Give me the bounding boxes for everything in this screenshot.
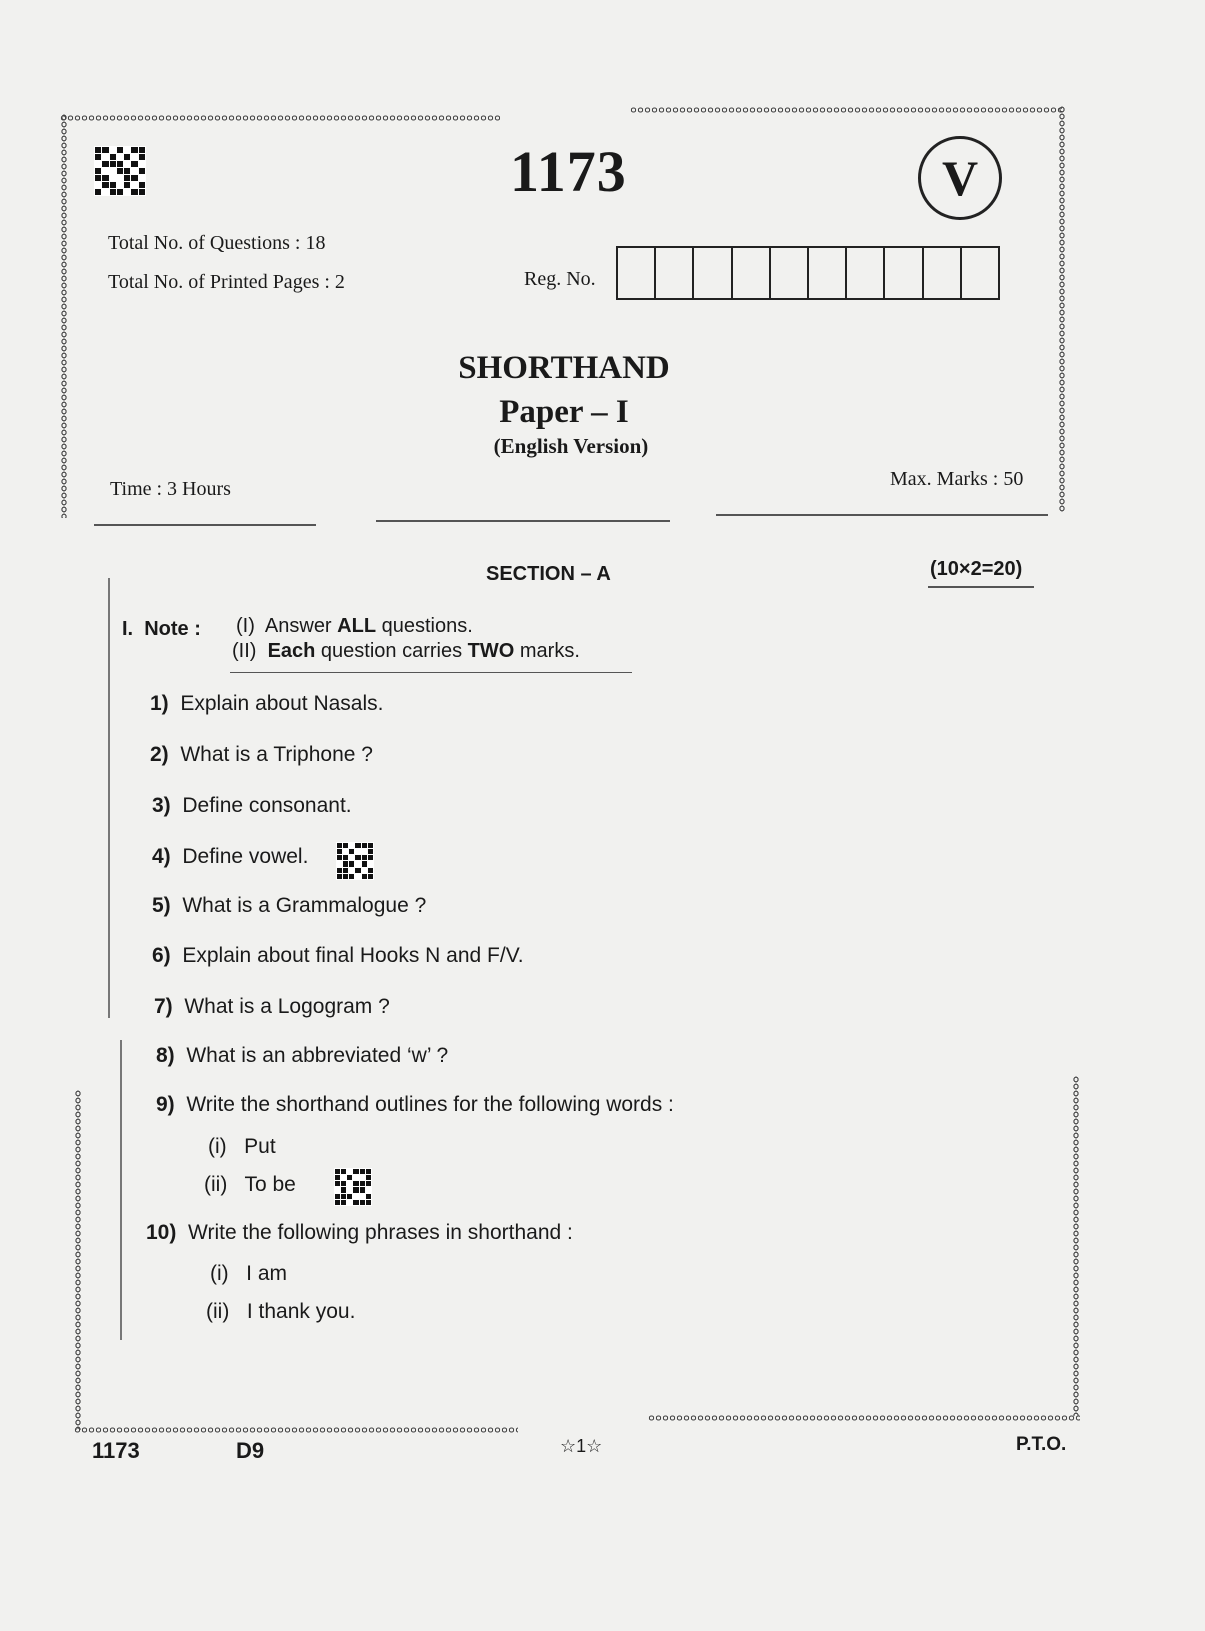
- header-rule-left: [94, 524, 316, 526]
- footer-pto: P.T.O.: [1016, 1434, 1067, 1455]
- q10-sub-1: [210, 1262, 287, 1286]
- border-left-top: [60, 114, 68, 518]
- question-6: [152, 944, 524, 968]
- paper-title: Paper – I: [499, 394, 629, 430]
- question-text: Explain about Nasals.: [180, 692, 384, 715]
- note-1: [236, 615, 473, 638]
- barcode-icon: [94, 146, 146, 196]
- question-text: What is an abbreviated ‘w’ ?: [186, 1044, 449, 1067]
- section-heading: SECTION – A: [486, 563, 611, 585]
- question-5: [152, 894, 426, 918]
- q10-sub-2: [206, 1300, 355, 1324]
- note-1-num: (I): [236, 615, 255, 637]
- total-pages: Total No. of Printed Pages : 2: [108, 271, 345, 293]
- question-text: Define vowel.: [182, 845, 309, 868]
- border-bottom-right: [648, 1414, 1080, 1422]
- question-9: [156, 1093, 674, 1117]
- footer-set: D9: [236, 1438, 265, 1463]
- note-1-text: Answer: [264, 615, 338, 637]
- note-2-text: question carries: [315, 640, 468, 662]
- question-number: 5): [152, 894, 171, 917]
- border-bottom-left: [74, 1426, 518, 1434]
- section-marks-underline: [928, 586, 1034, 588]
- footer-code: 1173: [92, 1438, 140, 1463]
- reg-box[interactable]: [618, 248, 656, 298]
- sub-text: To be: [244, 1173, 296, 1196]
- qr-code-icon: [334, 1168, 372, 1206]
- question-text: Write the shorthand outlines for the following words :: [186, 1093, 674, 1116]
- paper-code: 1173: [510, 139, 627, 204]
- question-8: [156, 1044, 448, 1068]
- question-text: Explain about final Hooks N and F/V.: [182, 944, 524, 967]
- reg-box[interactable]: [809, 248, 847, 298]
- question-7: [154, 995, 390, 1019]
- sub-text: Put: [244, 1135, 276, 1158]
- question-number: 10): [146, 1221, 177, 1244]
- sub-number: (ii): [206, 1300, 230, 1323]
- question-number: 4): [152, 845, 171, 868]
- note-2-num: (II): [232, 640, 257, 662]
- sub-number: (ii): [204, 1173, 228, 1196]
- question-number: 2): [150, 743, 169, 766]
- total-questions: Total No. of Questions : 18: [108, 232, 326, 254]
- border-top-right: [630, 106, 1062, 114]
- note-1-bold: ALL: [337, 615, 377, 637]
- question-number: 3): [152, 794, 171, 817]
- version-mark-circle: [918, 136, 1002, 220]
- sub-text: I am: [246, 1262, 288, 1285]
- border-left-bottom: [74, 1090, 82, 1430]
- note-1-text-end: questions.: [376, 615, 473, 637]
- version-title: (English Version): [493, 434, 649, 458]
- question-number: 8): [156, 1044, 175, 1067]
- reg-box[interactable]: [962, 248, 998, 298]
- reg-label: Reg. No.: [524, 268, 596, 290]
- border-right-bottom: [1072, 1076, 1080, 1416]
- question-text: What is a Grammalogue ?: [182, 894, 427, 917]
- reg-box[interactable]: [771, 248, 809, 298]
- sub-text: I thank you.: [246, 1300, 356, 1323]
- note-2-bold-a: Each: [267, 640, 316, 662]
- q9-sub-1: [208, 1135, 276, 1159]
- border-right-top: [1058, 106, 1066, 512]
- note-label: I. Note :: [122, 618, 201, 640]
- footer-page-number: ☆1☆: [560, 1436, 603, 1456]
- question-text: What is a Triphone ?: [180, 743, 373, 766]
- question-number: 6): [152, 944, 171, 967]
- margin-line-upper: [108, 578, 110, 1018]
- question-10: [146, 1221, 573, 1245]
- reg-box[interactable]: [656, 248, 694, 298]
- question-number: 1): [150, 692, 169, 715]
- reg-number-boxes[interactable]: [616, 246, 1000, 300]
- sub-number: (i): [210, 1262, 229, 1285]
- reg-box[interactable]: [885, 248, 923, 298]
- question-text: What is a Logogram ?: [184, 995, 390, 1018]
- reg-box[interactable]: [733, 248, 771, 298]
- time-label: Time : 3 Hours: [110, 478, 231, 500]
- section-marks: (10×2=20): [930, 558, 1023, 580]
- sub-number: (i): [208, 1135, 227, 1158]
- reg-box[interactable]: [694, 248, 732, 298]
- question-2: [150, 743, 373, 767]
- subject-title: SHORTHAND: [458, 350, 670, 386]
- question-number: 7): [154, 995, 173, 1018]
- reg-box[interactable]: [924, 248, 962, 298]
- question-text: Define consonant.: [182, 794, 352, 817]
- reg-box[interactable]: [847, 248, 885, 298]
- version-mark: V: [941, 150, 979, 206]
- question-number: 9): [156, 1093, 175, 1116]
- q9-sub-2: [204, 1173, 296, 1197]
- note-2: [232, 640, 580, 663]
- margin-line-lower: [120, 1040, 122, 1340]
- header-rule-right: [716, 514, 1048, 516]
- question-3: [152, 794, 352, 818]
- qr-code-icon: [336, 842, 374, 880]
- question-1: [150, 692, 383, 716]
- note-2-bold-b: TWO: [467, 640, 515, 662]
- note-2-text-end: marks.: [514, 640, 580, 662]
- question-text: Write the following phrases in shorthand :: [188, 1221, 573, 1244]
- question-4: [152, 845, 308, 869]
- header-rule-middle: [376, 520, 670, 522]
- border-top-left: [60, 114, 500, 122]
- note-underline: [230, 672, 632, 673]
- max-marks: Max. Marks : 50: [890, 468, 1024, 490]
